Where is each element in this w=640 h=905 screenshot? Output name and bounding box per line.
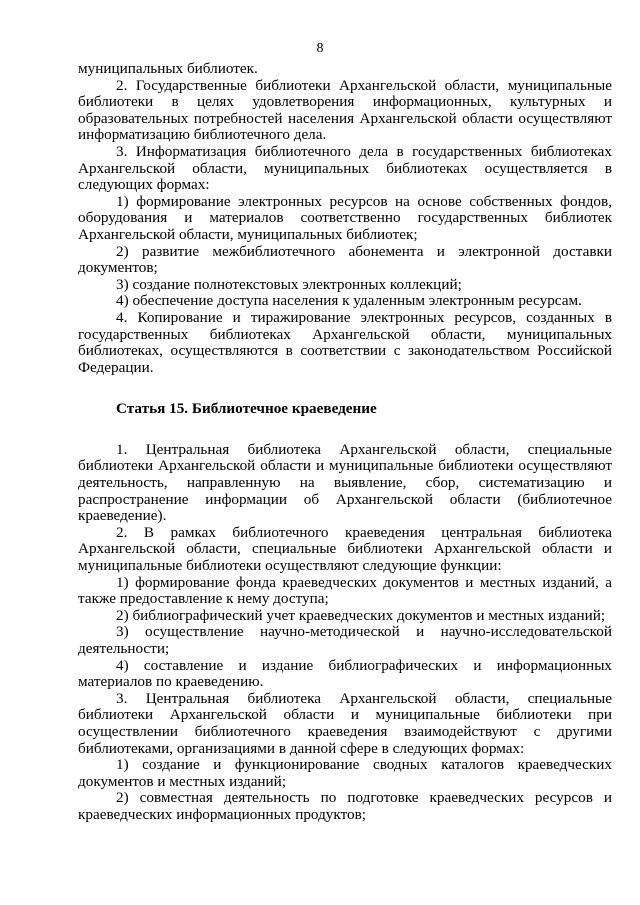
list-item: 4) составление и издание библиографических и информационных материалов по краеведению. (78, 656, 612, 691)
list-item: 4) обеспечение доступа населения к удаленным электронным ресурсам. (116, 292, 582, 310)
paragraph: 4. Копирование и тиражирование электронных ресурсов, созданных в государственных библиотеках Архангельской области, муниципальных библиотеках, осуществляются в соответствии с законодательством Российской Федерации. (78, 308, 612, 376)
paragraph: муниципальных библиотек. (78, 60, 258, 77)
paragraph: 2. Государственные библиотеки Архангельской области, муниципальные библиотеки в целях удовлетворения информационных, культурных и образовательных потребностей населения Архангельской области осуществляют информатизацию библиотечного дела. (78, 76, 612, 144)
list-item: 2) совместная деятельность по подготовке краеведческих ресурсов и краеведческих информационных продуктов; (78, 789, 612, 823)
paragraph: 3. Центральная библиотека Архангельской области, специальные библиотеки Архангельской области и муниципальные библиотеки при осуществлении библиотечного краеведения взаимодействуют с другими библиотеками, организациями в данной сфере в следующих формах: (78, 689, 612, 757)
paragraph: 2. В рамках библиотечного краеведения центральная библиотека Архангельской области, специальные библиотеки Архангельской области и муниципальные библиотеки осуществляют следующие функции: (78, 523, 612, 575)
list-item: 3) создание полнотекстовых электронных коллекций; (116, 275, 462, 293)
article-heading: Статья 15. Библиотечное краеведение (116, 400, 377, 418)
list-item: 3) осуществление научно-методической и научно-исследовательской деятельности; (78, 623, 612, 657)
list-item: 2) библиографический учет краеведческих документов и местных изданий; (116, 606, 606, 624)
list-item: 1) формирование фонда краеведческих документов и местных изданий, а также предоставление к нему доступа; (78, 573, 612, 608)
list-item: 1) создание и функционирование сводных каталогов краеведческих документов и местных изданий; (78, 756, 612, 790)
paragraph: 1. Центральная библиотека Архангельской области, специальные библиотеки Архангельской области и муниципальные библиотеки осуществляют деятельность, направленную на выявление, сбор, систематизацию и распространение информации об Архангельской области (библиотечное краеведение). (78, 440, 612, 525)
page-number: 8 (316, 41, 324, 56)
list-item: 1) формирование электронных ресурсов на основе собственных фондов, оборудования и материалов соответственно государственных библиотек Архангельской области, муниципальных библиотек; (78, 192, 612, 243)
paragraph: 3. Информатизация библиотечного дела в государственных библиотеках Архангельской области, муниципальных библиотеках осуществляется в следующих формах: (78, 142, 612, 194)
document-body (78, 61, 612, 824)
list-item: 2) развитие межбиблиотечного абонемента и электронной доставки документов; (78, 242, 612, 277)
